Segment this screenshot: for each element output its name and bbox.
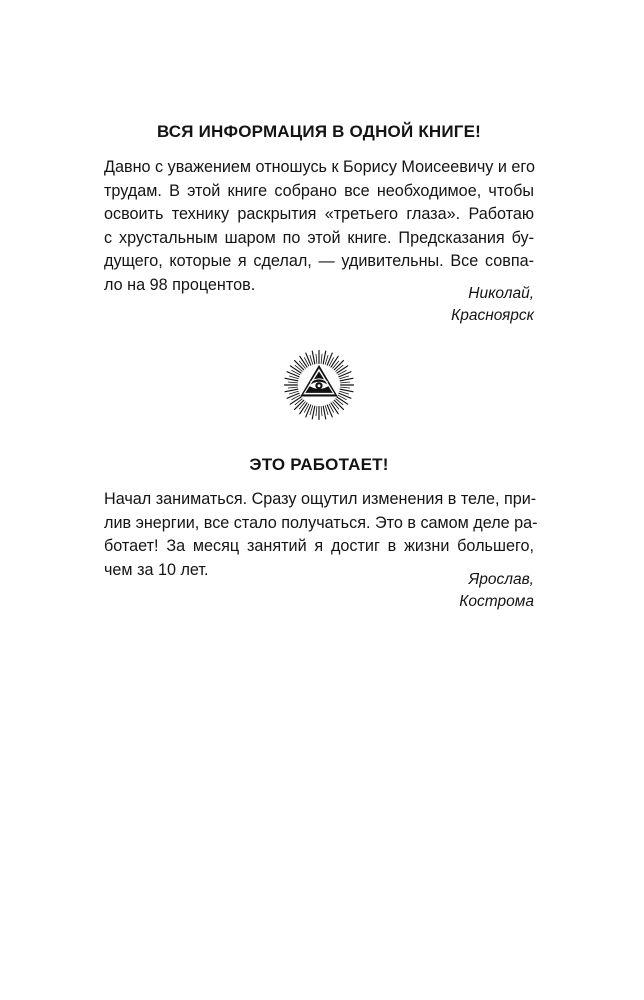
- review-2-line: чем за 10 лет.: [104, 560, 209, 579]
- review-2-line: лив энергии, все стало получаться. Это в самом деле ра-: [104, 513, 538, 532]
- review-1-line: Давно с уважением отношусь к Борису Моисеевичу и его: [104, 158, 535, 176]
- review-2-line: Начал заниматься. Сразу ощутил изменения в теле, при-: [104, 490, 537, 508]
- review-1-line: дущего, которые я сделал, — удивительны. Все совпа-: [104, 252, 534, 270]
- review-2-text: [104, 488, 538, 582]
- review-2-city: Кострома: [459, 593, 534, 610]
- review-1-author: Николай,: [468, 285, 534, 302]
- review-1-line: с хрустальным шаром по этой книге. Предсказания бу-: [104, 228, 534, 247]
- review-1-line: ло на 98 процентов.: [104, 275, 256, 294]
- book-page: [104, 0, 538, 1000]
- review-1-text: [104, 156, 534, 297]
- all-seeing-eye-icon: [283, 349, 355, 421]
- review-1-city: Красноярск: [451, 307, 534, 324]
- review-2-signature: [459, 569, 534, 613]
- review-1-heading: ВСЯ ИНФОРМАЦИЯ В ОДНОЙ КНИГЕ!: [156, 122, 482, 141]
- review-1-line: трудам. В этой книге собрано все необходимое, чтобы: [104, 181, 534, 200]
- review-2-heading: ЭТО РАБОТАЕТ!: [249, 455, 389, 474]
- review-1-line: освоить технику раскрытия «третьего глаза». Работаю: [104, 205, 534, 223]
- review-2-author: Ярослав,: [468, 571, 534, 588]
- review-2-line: ботает! За месяц занятий я достиг в жизни большего,: [104, 537, 534, 555]
- review-1-signature: [451, 283, 534, 327]
